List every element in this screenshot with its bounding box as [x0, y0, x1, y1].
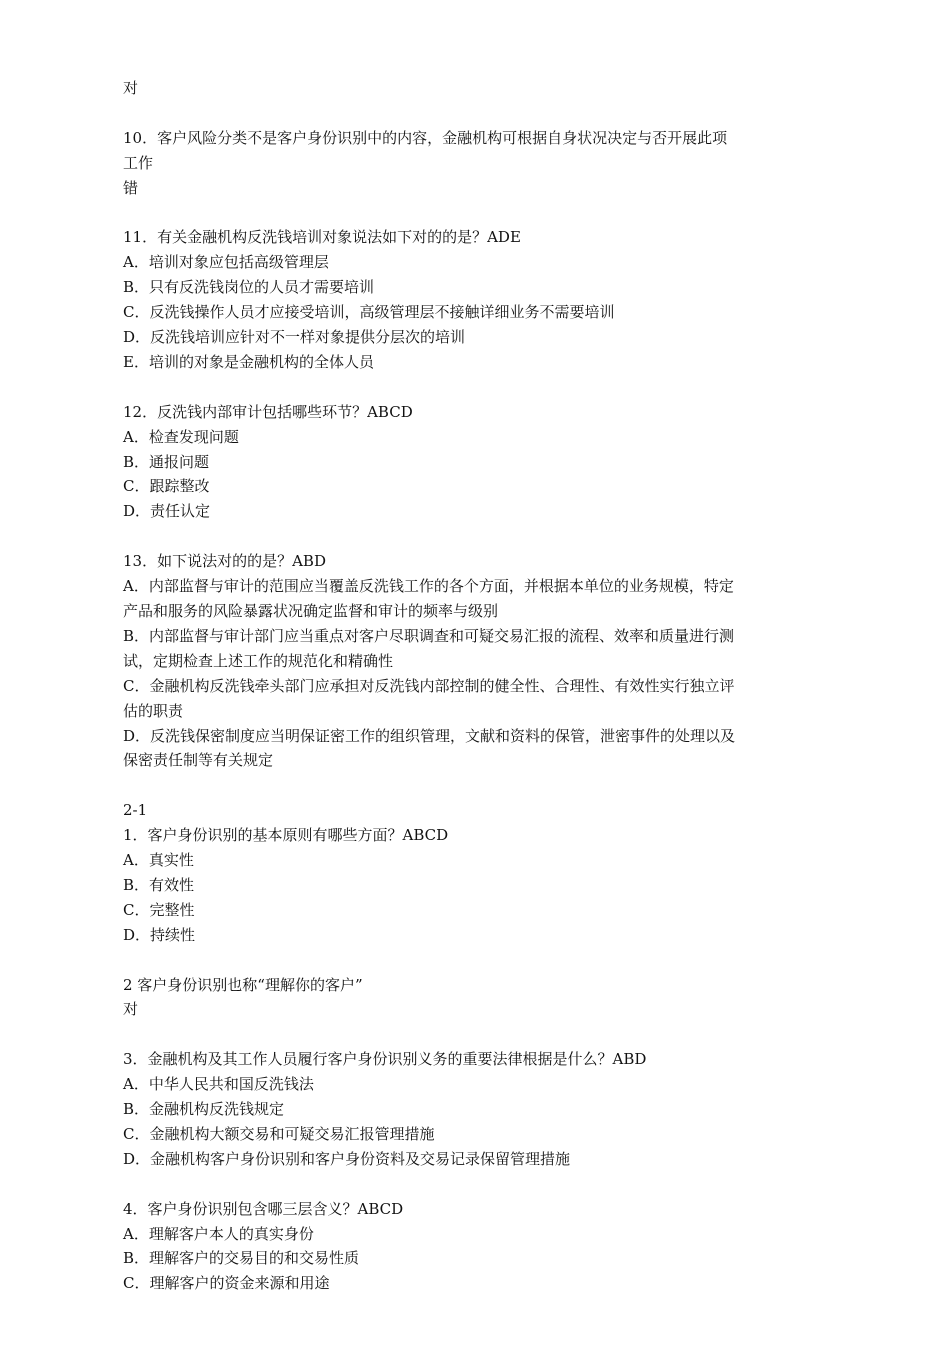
option-b: B．理解客户的交易目的和交易性质 — [123, 1249, 360, 1268]
option-b: B．内部监督与审计部门应当重点对客户尽职调查和可疑交易汇报的流程、效率和质量进行测 — [123, 626, 735, 645]
option-a: A．中华人民共和国反洗钱法 — [123, 1075, 314, 1094]
question-11: 11．有关金融机构反洗钱培训对象说法如下对的的是？ADE — [123, 228, 521, 247]
option-a: A．理解客户本人的真实身份 — [123, 1224, 314, 1243]
paragraph-gap — [123, 101, 813, 126]
question-2: 2 客户身份识别也称“理解你的客户” — [123, 975, 363, 994]
option-b: B．只有反洗钱岗位的人员才需要培训 — [123, 278, 375, 297]
document-body — [123, 76, 813, 1296]
option-e: E．培训的对象是金融机构的全体人员 — [123, 352, 374, 371]
option-c: C．完整性 — [123, 900, 195, 919]
option-c: C．跟踪整改 — [123, 477, 210, 496]
option-c: C．金融机构反洗钱牵头部门应承担对反洗钱内部控制的健全性、合理性、有效性实行独立评 — [123, 676, 735, 695]
option-d: D．反洗钱培训应针对不一样对象提供分层次的培训 — [123, 328, 466, 347]
option-c-cont: 估的职责 — [123, 701, 184, 720]
paragraph-gap — [123, 1022, 813, 1047]
question-12: 12．反洗钱内部审计包括哪些环节？ABCD — [123, 402, 413, 421]
question-3: 3．金融机构及其工作人员履行客户身份识别义务的重要法律根据是什么？ABD — [123, 1050, 647, 1069]
option-d: D．金融机构客户身份识别和客户身份资料及交易记录保留管理措施 — [123, 1149, 571, 1168]
option-d: D．责任认定 — [123, 502, 211, 521]
paragraph-gap — [123, 375, 813, 400]
question-10-cont: 工作 — [123, 153, 154, 172]
paragraph-gap — [123, 524, 813, 549]
option-a: A．检查发现问题 — [123, 427, 239, 446]
option-b-cont: 试，定期检查上述工作的规范化和精确性 — [123, 651, 394, 670]
option-c: C．金融机构大额交易和可疑交易汇报管理措施 — [123, 1124, 435, 1143]
answer-text: 错 — [123, 178, 139, 197]
question-1: 1．客户身份识别的基本原则有哪些方面？ABCD — [123, 826, 449, 845]
option-d-cont: 保密责任制等有关规定 — [123, 751, 274, 770]
paragraph-gap — [123, 948, 813, 973]
option-d: D．持续性 — [123, 925, 196, 944]
option-c: C．理解客户的资金来源和用途 — [123, 1274, 330, 1293]
question-4: 4．客户身份识别包含哪三层含义？ABCD — [123, 1199, 404, 1218]
option-b: B．有效性 — [123, 875, 195, 894]
option-a-cont: 产品和服务的风险暴露状况确定监督和审计的频率与级别 — [123, 601, 499, 620]
option-a: A．培训对象应包括高级管理层 — [123, 253, 329, 272]
option-c: C．反洗钱操作人员才应接受培训，高级管理层不接触详细业务不需要培训 — [123, 303, 615, 322]
answer-text: 对 — [123, 1000, 139, 1019]
option-b: B．通报问题 — [123, 452, 210, 471]
paragraph-gap — [123, 1172, 813, 1197]
question-10: 10．客户风险分类不是客户身份识别中的内容，金融机构可根据自身状况决定与否开展此项 — [123, 128, 728, 147]
option-d: D．反洗钱保密制度应当明保证密工作的组织管理，文献和资料的保管，泄密事件的处理以及 — [123, 726, 736, 745]
option-b: B．金融机构反洗钱规定 — [123, 1100, 285, 1119]
question-13: 13．如下说法对的的是？ABD — [123, 552, 326, 571]
answer-text: 对 — [123, 79, 139, 97]
option-a: A．内部监督与审计的范围应当覆盖反洗钱工作的各个方面，并根据本单位的业务规模，特定 — [123, 577, 734, 596]
paragraph-gap — [123, 201, 813, 226]
paragraph-gap — [123, 773, 813, 798]
section-heading: 2-1 — [123, 801, 148, 820]
option-a: A．真实性 — [123, 851, 194, 870]
